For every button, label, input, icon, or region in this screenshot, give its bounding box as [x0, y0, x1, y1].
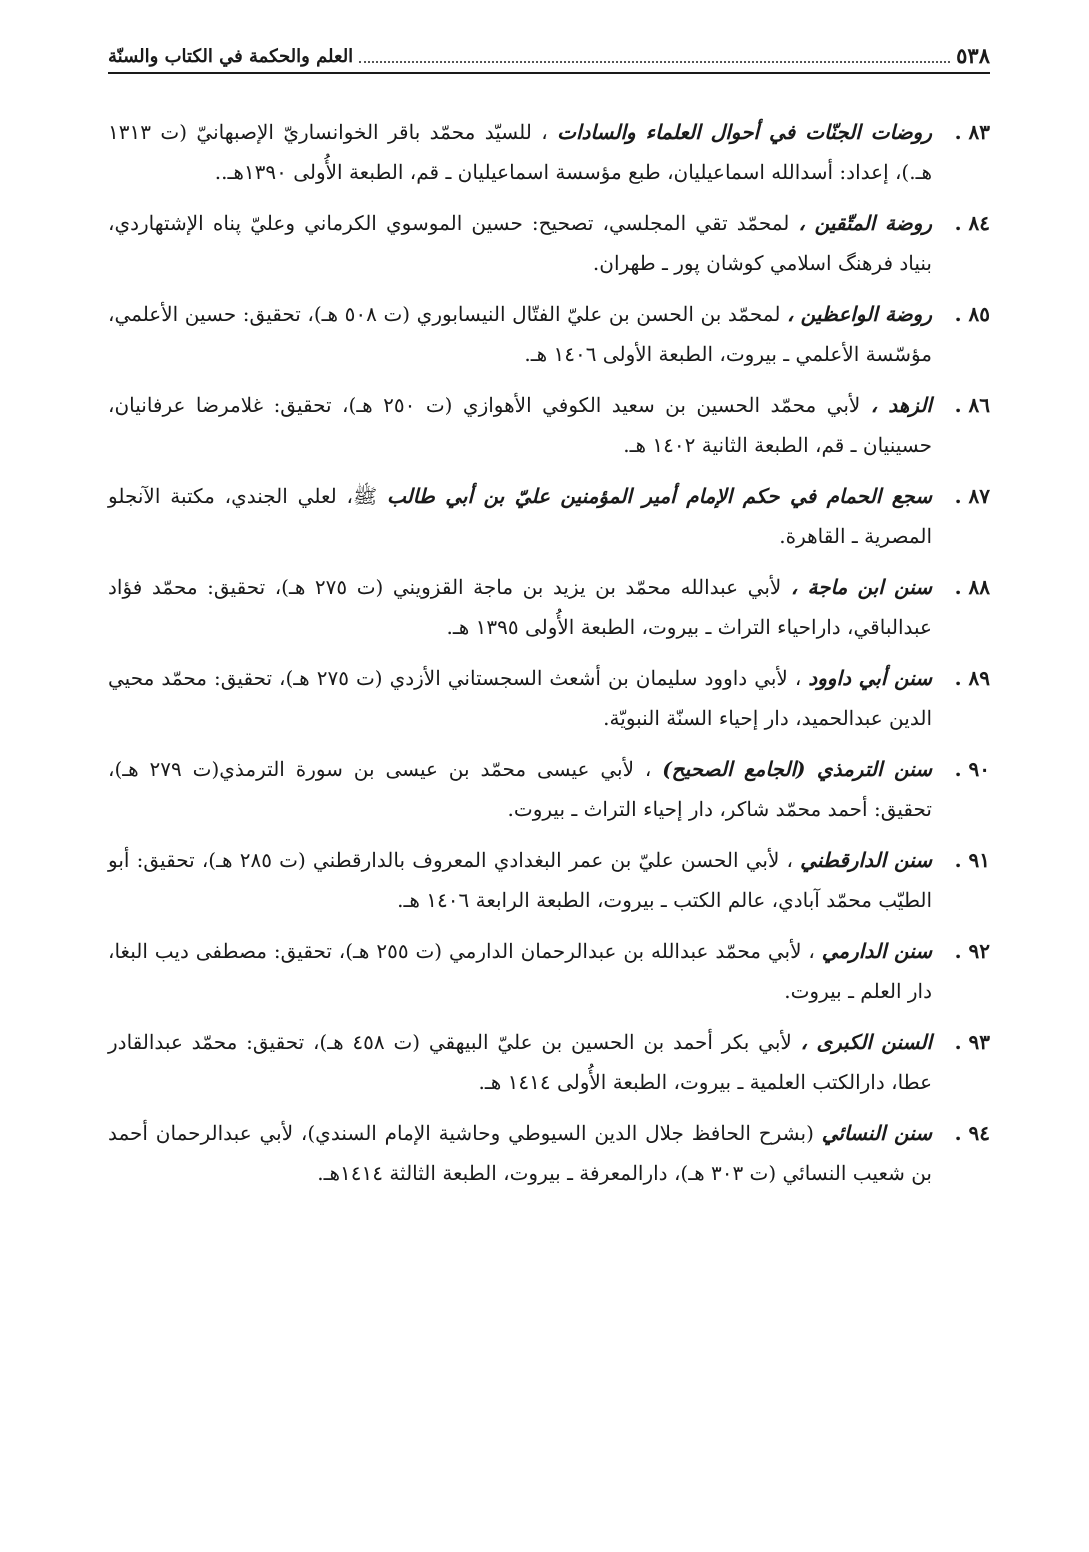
entry-number: ٩٤ . — [954, 1121, 990, 1145]
entry-details: لمحمّد تقي المجلسي، تصحيح: حسين الموسوي الكرماني وعليّ پناه الإشتهاردي، بنياد فرهنگ اسلامي كوشان پور ـ طهران. — [108, 211, 932, 275]
bibliography-entry — [108, 112, 990, 192]
bibliography-entry — [108, 567, 990, 647]
entry-details: لأبي بكر أحمد بن الحسين بن عليّ البيهقي (ت ٤٥٨ هـ)، تحقيق: محمّد عبدالقادر عطا، دارالكتب العلمية ـ بيروت، الطبعة الأُولى ١٤١٤ هـ. — [108, 1030, 932, 1094]
bibliography-list — [108, 112, 990, 1193]
entry-details: لأبي محمّد الحسين بن سعيد الكوفي الأهوازي (ت ٢٥٠ هـ)، تحقيق: غلامرضا عرفانيان، حسينيان ـ قم، الطبعة الثانية ١٤٠٢ هـ. — [108, 393, 932, 457]
work-title: روضات الجنّات في أحوال العلماء والسادات — [557, 120, 932, 144]
work-title: سنن الترمذي (الجامع الصحيح) — [662, 757, 933, 781]
dotted-leader — [359, 60, 950, 63]
page-number: ٥٣٨ — [956, 43, 990, 68]
entry-details: ، لأبي عيسى محمّد بن عيسى بن سورة الترمذي(ت ٢٧٩ هـ)، تحقيق: أحمد محمّد شاكر، دار إحياء التراث ـ بيروت. — [108, 757, 932, 821]
bibliography-entry — [108, 658, 990, 738]
bibliography-entry — [108, 749, 990, 829]
entry-number: ٨٣ . — [954, 120, 990, 144]
work-title: سنن النسائي — [821, 1121, 932, 1145]
work-title: سجع الحمام في حكم الإمام أمير المؤمنين عليّ بن أبي طالب — [387, 484, 933, 508]
bibliography-entry — [108, 1113, 990, 1193]
bibliography-entry — [108, 203, 990, 283]
entry-details: ، للسيّد محمّد باقر الخوانساريّ الإصبهانيّ (ت ١٣١٣ هـ.)، إعداد: أسدالله اسماعيليان، طبع مؤسسة اسماعيليان ـ قم، الطبعة الأُولى ١٣٩٠هـ.. — [108, 120, 932, 184]
entry-details: (بشرح الحافظ جلال الدين السيوطي وحاشية الإمام السندي)، لأبي عبدالرحمان أحمد بن شعيب النسائي (ت ٣٠٣ هـ)، دارالمعرفة ـ بيروت، الطبعة الثالثة ١٤١٤هـ. — [108, 1121, 932, 1185]
entry-number: ٩٠ . — [954, 757, 990, 781]
bibliography-entry — [108, 476, 990, 556]
work-title: روضة الواعظين ، — [787, 302, 932, 326]
entry-number: ٨٨ . — [954, 575, 990, 599]
entry-number: ٨٧ . — [954, 484, 990, 508]
work-title: السنن الكبرى ، — [800, 1030, 933, 1054]
work-title: سنن ابن ماجة ، — [790, 575, 933, 599]
bibliography-entry — [108, 385, 990, 465]
entry-number: ٨٤ . — [954, 211, 990, 235]
work-title: سنن الدارقطني — [800, 848, 933, 872]
entry-details: ، لأبي الحسن عليّ بن عمر البغدادي المعروف بالدارقطني (ت ٢٨٥ هـ)، تحقيق: أبو الطيّب محمّد آبادي، عالم الكتب ـ بيروت، الطبعة الرابعة ١٤٠٦ هـ. — [108, 848, 932, 912]
entry-details: لمحمّد بن الحسن بن عليّ الفتّال النيسابوري (ت ٥٠٨ هـ)، تحقيق: حسين الأعلمي، مؤسّسة الأعلمي ـ بيروت، الطبعة الأولى ١٤٠٦ هـ. — [108, 302, 932, 366]
bibliography-entry — [108, 840, 990, 920]
entry-details: ، لأبي محمّد عبدالله بن عبدالرحمان الدارمي (ت ٢٥٥ هـ)، تحقيق: مصطفى ديب البغا، دار العلم ـ بيروت. — [108, 939, 932, 1003]
bibliography-entry — [108, 1022, 990, 1102]
entry-details: ﷺ، لعلي الجندي، مكتبة الآنجلو المصرية ـ القاهرة. — [108, 484, 932, 548]
work-title: سنن الدارمي — [821, 939, 932, 963]
running-header — [108, 34, 990, 74]
bibliography-entry — [108, 294, 990, 374]
entry-number: ٩١ . — [954, 848, 990, 872]
work-title: سنن أبي داوود — [808, 666, 932, 690]
entry-details: ، لأبي داوود سليمان بن أشعث السجستاني الأزدي (ت ٢٧٥ هـ)، تحقيق: محمّد محيي الدين عبدالحميد، دار إحياء السنّة النبويّة. — [108, 666, 932, 730]
work-title: الزهد ، — [870, 393, 932, 417]
entry-number: ٨٥ . — [954, 302, 990, 326]
entry-number: ٨٦ . — [954, 393, 990, 417]
book-page — [108, 34, 990, 1514]
running-title: العلم والحكمة في الكتاب والسنّة — [108, 46, 354, 67]
bibliography-entry — [108, 931, 990, 1011]
work-title: روضة المتّقين ، — [798, 211, 933, 235]
entry-number: ٨٩ . — [954, 666, 990, 690]
entry-number: ٩٢ . — [954, 939, 990, 963]
entry-number: ٩٣ . — [954, 1030, 990, 1054]
entry-details: لأبي عبدالله محمّد بن يزيد بن ماجة القزويني (ت ٢٧٥ هـ)، تحقيق: محمّد فؤاد عبدالباقي، داراحياء التراث ـ بيروت، الطبعة الأُولى ١٣٩٥ هـ. — [108, 575, 932, 639]
